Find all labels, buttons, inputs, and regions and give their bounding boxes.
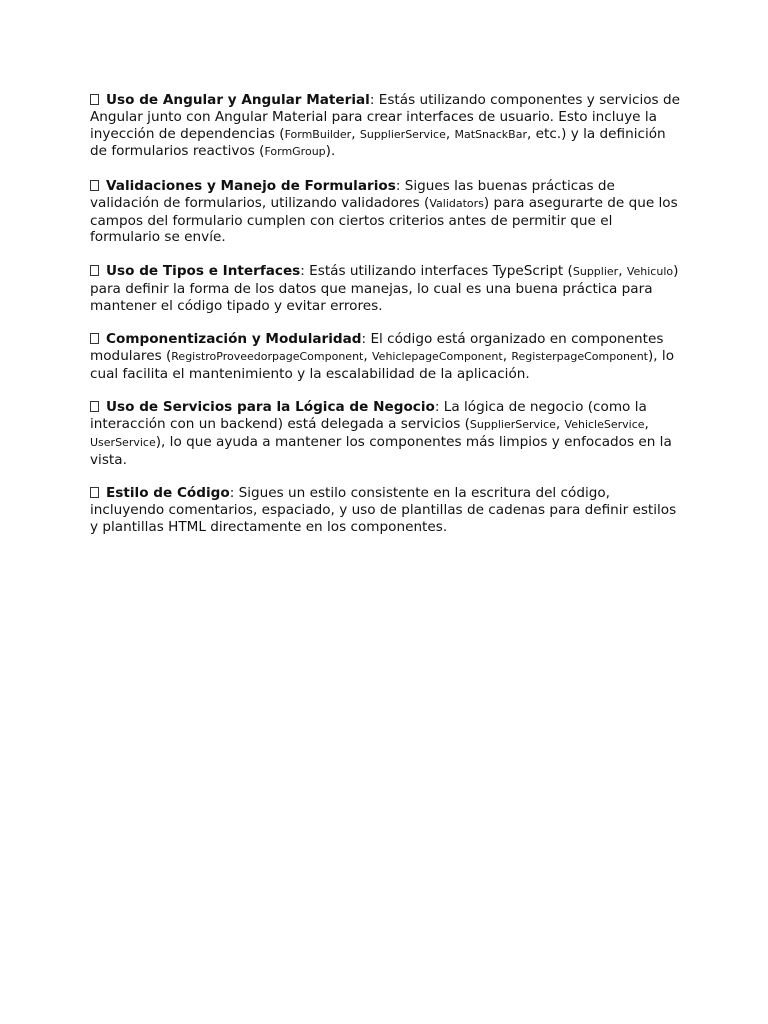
list-item bbox=[90, 263, 680, 314]
list-item bbox=[90, 92, 680, 161]
bullet-list bbox=[90, 92, 678, 536]
item-text: : La lógica de negocio (como la interacción con un backend) está delegada a servicios ( bbox=[90, 399, 647, 433]
item-text: , bbox=[644, 416, 649, 433]
code-identifier: Validators bbox=[429, 196, 484, 210]
item-text: , etc.) y la definición de formularios reactivos ( bbox=[90, 125, 666, 160]
item-text: : Sigues las buenas prácticas de validación de formularios, utilizando validadores ( bbox=[90, 177, 615, 211]
code-identifier: Vehiculo bbox=[626, 264, 674, 278]
missing-glyph-bullet-icon bbox=[90, 401, 99, 412]
item-text: , bbox=[618, 262, 627, 279]
list-item bbox=[90, 399, 680, 468]
item-title: Validaciones y Manejo de Formularios bbox=[106, 177, 396, 194]
code-identifier: SupplierService bbox=[359, 127, 446, 141]
item-text: ), lo que ayuda a mantener los componentes más limpios y enfocados en la vista. bbox=[90, 433, 672, 468]
missing-glyph-bullet-icon bbox=[90, 487, 99, 498]
list-item bbox=[90, 178, 680, 246]
item-text: : Estás utilizando interfaces TypeScript ( bbox=[300, 262, 573, 279]
item-title: Uso de Angular y Angular Material bbox=[106, 92, 370, 108]
missing-glyph-bullet-icon bbox=[90, 265, 99, 276]
list-item bbox=[90, 331, 680, 382]
code-identifier: SupplierService bbox=[469, 418, 556, 432]
item-text: ). bbox=[325, 143, 336, 160]
missing-glyph-bullet-icon bbox=[90, 180, 99, 191]
item-text: , bbox=[555, 416, 565, 433]
item-title: Estilo de Código bbox=[106, 485, 230, 502]
code-identifier: FormBuilder bbox=[284, 127, 352, 141]
code-identifier: VehicleService bbox=[564, 418, 645, 432]
list-item bbox=[90, 485, 680, 535]
code-identifier: Supplier bbox=[572, 264, 619, 278]
code-identifier: UserService bbox=[90, 435, 156, 449]
item-text: , bbox=[351, 125, 360, 142]
code-identifier: VehiclepageComponent bbox=[372, 349, 503, 363]
item-text: ), lo cual facilita el mantenimiento y la escalabilidad de la aplicación. bbox=[90, 347, 675, 382]
item-text: , bbox=[445, 125, 455, 142]
code-identifier: RegisterpageComponent bbox=[511, 349, 648, 363]
code-identifier: RegistroProveedorpageComponent bbox=[171, 349, 364, 363]
item-title: Uso de Tipos e Interfaces bbox=[106, 262, 301, 279]
code-identifier: MatSnackBar bbox=[454, 127, 527, 141]
item-text: , bbox=[363, 347, 373, 364]
item-text: : El código está organizado en componentes modulares ( bbox=[90, 331, 664, 364]
item-text: , bbox=[502, 347, 512, 364]
item-title: Uso de Servicios para la Lógica de Negocio bbox=[106, 399, 435, 416]
item-text: ) para definir la forma de los datos que manejas, lo cual es una buena práctica para mantener el código tipado y evitar errores. bbox=[90, 262, 679, 314]
item-text: ) para asegurarte de que los campos del formulario cumplen con ciertos criterios antes de permitir que el formulario se envíe. bbox=[90, 194, 678, 246]
code-identifier: FormGroup bbox=[264, 145, 326, 159]
item-text: : Sigues un estilo consistente en la escritura del código, incluyendo comentarios, espaciado, y uso de plantillas de cadenas para definir estilos y plantillas HTML directamente en los componentes. bbox=[90, 485, 677, 535]
missing-glyph-bullet-icon bbox=[90, 333, 99, 344]
item-title: Componentización y Modularidad bbox=[106, 331, 362, 348]
missing-glyph-bullet-icon bbox=[90, 94, 99, 105]
item-text: : Estás utilizando componentes y servicios de Angular junto con Angular Material para crear interfaces de usuario. Esto incluye la inyección de dependencias ( bbox=[90, 92, 680, 142]
